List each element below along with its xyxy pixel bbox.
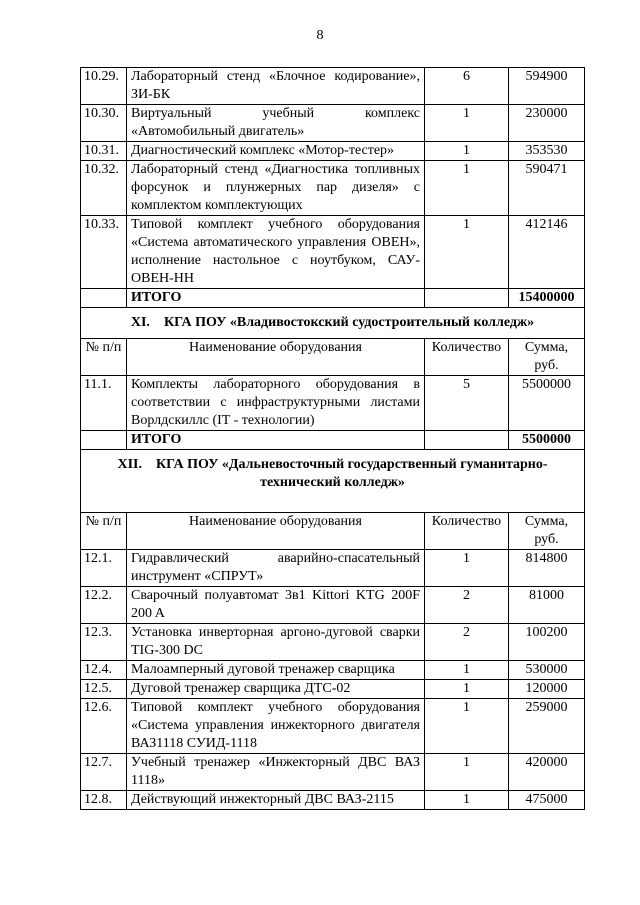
equipment-quantity: 1 — [425, 680, 509, 699]
equipment-sum: 590471 — [509, 161, 585, 216]
equipment-name: Комплекты лабораторного оборудования в соответствии с инфраструктурными листами Ворлдскиллс (IT - технологии) — [127, 376, 425, 431]
equipment-sum: 120000 — [509, 680, 585, 699]
equipment-name: Дуговой тренажер сварщика ДТС-02 — [127, 680, 425, 699]
row-number: 12.7. — [81, 754, 127, 791]
equipment-quantity: 1 — [425, 791, 509, 810]
column-header-qty: Количество — [425, 513, 509, 550]
equipment-sum: 530000 — [509, 661, 585, 680]
equipment-quantity: 1 — [425, 161, 509, 216]
row-number: 10.32. — [81, 161, 127, 216]
section-heading-row — [81, 308, 585, 339]
total-label: ИТОГО — [127, 289, 425, 308]
table-row — [81, 105, 585, 142]
equipment-quantity: 1 — [425, 105, 509, 142]
equipment-quantity: 1 — [425, 661, 509, 680]
page-number: 8 — [316, 28, 324, 43]
equipment-name: Лабораторный стенд «Блочное кодирование», ЗИ-БК — [127, 68, 425, 105]
equipment-name: Диагностический комплекс «Мотор-тестер» — [127, 142, 425, 161]
equipment-name: Гидравлический аварийно-спасательный инструмент «СПРУТ» — [127, 550, 425, 587]
equipment-name: Сварочный полуавтомат 3в1 Kittori KTG 200F 200 A — [127, 587, 425, 624]
empty-cell — [425, 431, 509, 450]
equipment-quantity: 5 — [425, 376, 509, 431]
equipment-sum: 475000 — [509, 791, 585, 810]
equipment-sum: 81000 — [509, 587, 585, 624]
column-header-sum: Сумма, руб. — [509, 339, 585, 376]
table-row — [81, 680, 585, 699]
equipment-name: Виртуальный учебный комплекс «Автомобильный двигатель» — [127, 105, 425, 142]
table-row — [81, 216, 585, 289]
table-row — [81, 161, 585, 216]
empty-cell — [81, 289, 127, 308]
section-title: КГА ПОУ «Дальневосточный государственный гуманитарно-технический колледж» — [156, 457, 548, 490]
column-header-num: № п/п — [81, 339, 127, 376]
table-row — [81, 142, 585, 161]
column-header-num: № п/п — [81, 513, 127, 550]
row-number: 12.6. — [81, 699, 127, 754]
column-header-name: Наименование оборудования — [127, 339, 425, 376]
equipment-quantity: 1 — [425, 699, 509, 754]
equipment-name: Установка инверторная аргоно-дуговой сварки TIG-300 DC — [127, 624, 425, 661]
equipment-quantity: 2 — [425, 587, 509, 624]
equipment-quantity: 2 — [425, 624, 509, 661]
equipment-sum: 353530 — [509, 142, 585, 161]
row-number: 10.33. — [81, 216, 127, 289]
equipment-quantity: 1 — [425, 550, 509, 587]
section-heading — [81, 308, 585, 339]
empty-cell — [81, 431, 127, 450]
equipment-sum: 594900 — [509, 68, 585, 105]
equipment-sum: 814800 — [509, 550, 585, 587]
equipment-name: Типовой комплект учебного оборудования «Система управления инжекторного двигателя ВАЗ1118 СУИД-1118 — [127, 699, 425, 754]
row-number: 10.30. — [81, 105, 127, 142]
equipment-quantity: 6 — [425, 68, 509, 105]
equipment-name: Малоамперный дуговой тренажер сварщика — [127, 661, 425, 680]
table-row — [81, 754, 585, 791]
row-number: 12.8. — [81, 791, 127, 810]
table-row — [81, 587, 585, 624]
equipment-sum: 412146 — [509, 216, 585, 289]
row-number: 12.1. — [81, 550, 127, 587]
equipment-name: Лабораторный стенд «Диагностика топливных форсунок и плунжерных пар дизеля» с комплектом комплектующих — [127, 161, 425, 216]
column-header-sum: Сумма, руб. — [509, 513, 585, 550]
table-row — [81, 550, 585, 587]
equipment-quantity: 1 — [425, 754, 509, 791]
equipment-quantity: 1 — [425, 142, 509, 161]
row-number: 11.1. — [81, 376, 127, 431]
total-sum: 5500000 — [509, 431, 585, 450]
section-roman-number: XI. — [130, 315, 150, 330]
row-number: 12.2. — [81, 587, 127, 624]
equipment-sum: 259000 — [509, 699, 585, 754]
equipment-sum: 5500000 — [509, 376, 585, 431]
row-number: 12.3. — [81, 624, 127, 661]
row-number: 10.29. — [81, 68, 127, 105]
table-row — [81, 699, 585, 754]
empty-cell — [425, 289, 509, 308]
section-heading-row — [81, 450, 585, 513]
section-roman-number: XII. — [117, 457, 142, 472]
table-row — [81, 624, 585, 661]
equipment-sum: 100200 — [509, 624, 585, 661]
total-row — [81, 431, 585, 450]
table-row — [81, 376, 585, 431]
section-title: КГА ПОУ «Владивостокский судостроительный колледж» — [163, 315, 535, 330]
row-number: 10.31. — [81, 142, 127, 161]
equipment-name: Типовой комплект учебного оборудования «Система автоматического управления ОВЕН», исполнение настольное с ноутбуком, САУ-ОВЕН-НН — [127, 216, 425, 289]
equipment-sum: 420000 — [509, 754, 585, 791]
row-number: 12.5. — [81, 680, 127, 699]
total-row — [81, 289, 585, 308]
total-sum: 15400000 — [509, 289, 585, 308]
column-header-row — [81, 513, 585, 550]
column-header-qty: Количество — [425, 339, 509, 376]
equipment-table — [80, 67, 585, 810]
table-row — [81, 791, 585, 810]
section-heading — [81, 450, 585, 513]
column-header-name: Наименование оборудования — [127, 513, 425, 550]
equipment-sum: 230000 — [509, 105, 585, 142]
column-header-row — [81, 339, 585, 376]
equipment-quantity: 1 — [425, 216, 509, 289]
table-row — [81, 68, 585, 105]
table-row — [81, 661, 585, 680]
equipment-name: Действующий инжекторный ДВС ВАЗ-2115 — [127, 791, 425, 810]
equipment-name: Учебный тренажер «Инжекторный ДВС ВАЗ 1118» — [127, 754, 425, 791]
total-label: ИТОГО — [127, 431, 425, 450]
row-number: 12.4. — [81, 661, 127, 680]
